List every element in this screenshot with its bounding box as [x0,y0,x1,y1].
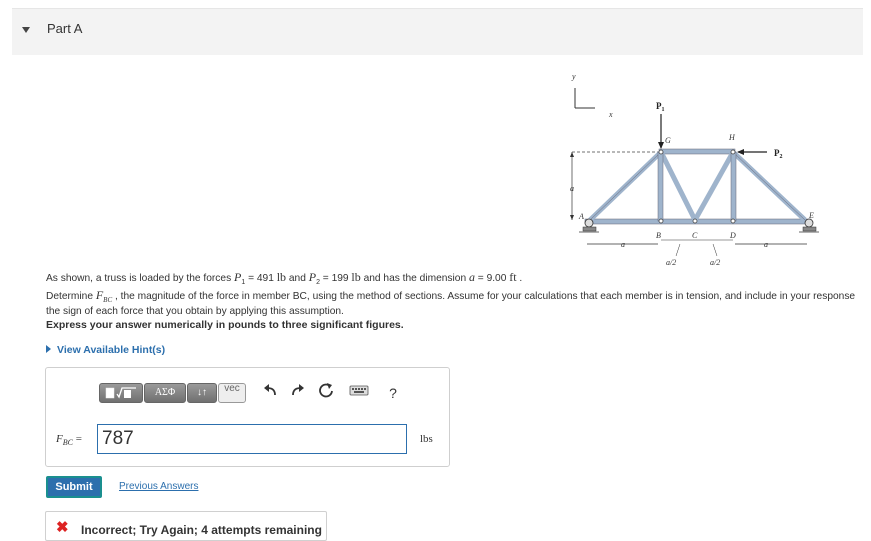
p1-label: P [656,101,662,111]
member-gc [662,154,695,220]
node-a: A [579,212,584,221]
redo-icon[interactable] [288,382,308,404]
node-e: E [809,211,814,220]
vector-button[interactable]: vec [218,383,246,403]
dim-half-2: a/2 [710,258,721,267]
support-a [585,219,593,227]
svg-text:P2 [774,148,783,160]
submit-button[interactable]: Submit [46,476,102,498]
x-axis-label: x [609,110,613,119]
p1-sub: 1 [661,107,665,113]
p2-symbol: P [308,270,317,284]
p2-sub: 2 [779,154,783,160]
p2-label: P [774,148,780,158]
node-h: H [729,133,735,142]
p1-symbol: P [234,270,242,284]
answer-input[interactable]: 787 [97,424,407,454]
collapse-caret-icon[interactable] [22,27,30,33]
node-b: B [656,231,661,240]
fraction-radical-icon [100,384,142,402]
template-button[interactable] [99,383,143,403]
undo-icon[interactable] [260,382,280,404]
problem-statement: As shown, a truss is loaded by the forces $P_1 = 491$ lb and $P_2 = 199$ lb and has the dimension a = 9.00 ft . Determine $F_{BC}$ , the magnitude of the force in member BC, using the method of sections. Assume for your calculations that each member is in tension, and include in your response the sign of each force that you obtain by applying this assumption. [46,270,856,318]
svg-text:P1 [656,101,665,113]
member-ch [695,154,732,220]
view-hints-link[interactable]: View Available Hint(s) [46,344,165,356]
truss-figure [555,68,835,268]
node-d: D [730,231,736,240]
y-axis-label: y [572,72,576,81]
incorrect-x-icon: ✖ [56,519,69,536]
expand-triangle-icon [46,345,51,353]
previous-answers-link[interactable]: Previous Answers [119,481,199,492]
help-button[interactable]: ? [389,385,397,401]
reset-icon[interactable] [316,382,336,404]
node-c: C [692,231,698,240]
part-title: Part A [47,21,83,36]
dim-height: a [570,184,574,193]
dim-left: a [621,240,625,249]
support-e [805,219,813,227]
member-gb [658,152,663,221]
node-g: G [665,136,671,145]
answer-label: $F_{BC}$ = [56,433,82,448]
member-gh [659,149,735,154]
feedback-message: Incorrect; Try Again; 4 attempts remaining [81,523,322,537]
sort-button[interactable]: ↓↑ [187,383,217,403]
units-label: lbs [420,433,433,445]
keyboard-icon[interactable] [349,382,369,404]
part-header[interactable] [12,8,863,55]
answer-box [45,367,450,467]
greek-symbols-button[interactable]: ΑΣΦ [144,383,186,403]
dim-right: a [764,240,768,249]
instruction-text: Express your answer numerically in pounds to three significant figures. [46,319,404,331]
member-hd [731,152,736,221]
dim-half-1: a/2 [666,258,677,267]
